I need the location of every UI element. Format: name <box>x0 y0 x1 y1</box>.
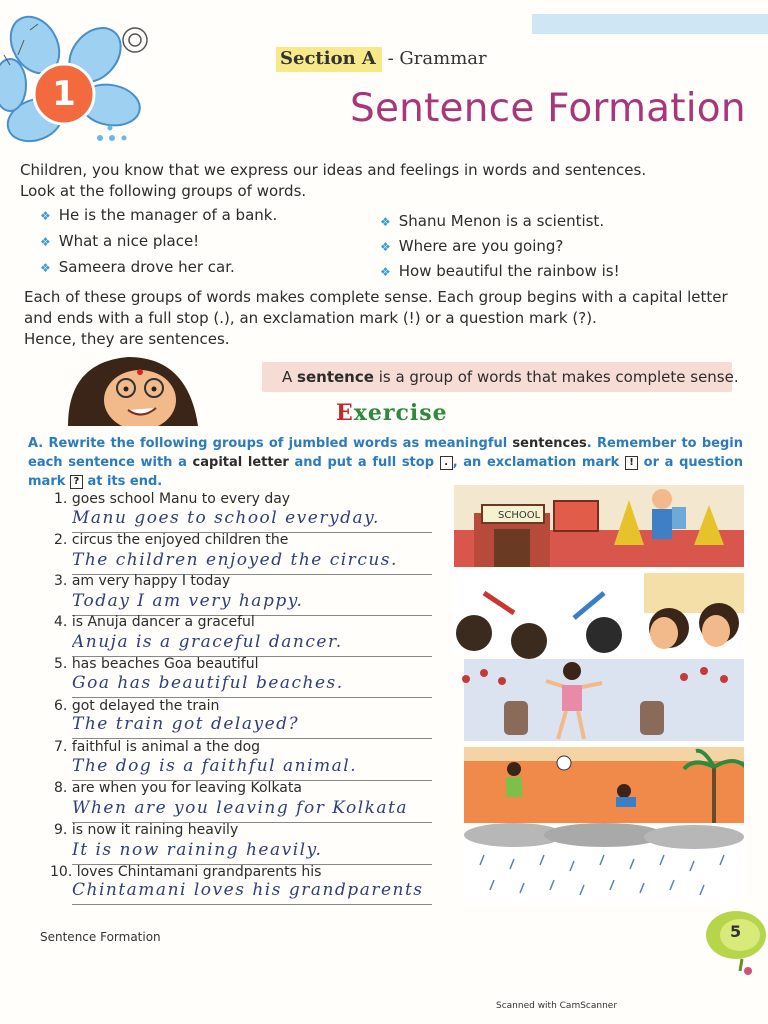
answer-line-4[interactable]: Anuja is a graceful dancer. <box>72 632 432 657</box>
answer-line-10[interactable]: Chintamani loves his grandparents <box>72 880 432 905</box>
answer-line-8[interactable]: When are you leaving for Kolkata <box>72 798 432 823</box>
beach-scene <box>464 747 744 823</box>
circus-scene <box>454 573 744 659</box>
section-suffix: - Grammar <box>387 48 487 69</box>
school-sign-text: SCHOOL <box>498 510 541 521</box>
question-box: ? <box>70 475 83 489</box>
jumbled-item-1: 1. goes school Manu to every day <box>54 491 291 507</box>
bullet-icon: ❖ <box>40 235 51 249</box>
page-number: 5 <box>730 922 742 941</box>
intro-line-2: Look at the following groups of words. <box>20 182 307 200</box>
example-right-1: ❖ Shanu Menon is a scientist. <box>380 212 605 230</box>
bullet-icon: ❖ <box>380 265 391 279</box>
example-left-3: ❖ Sameera drove her car. <box>40 258 235 276</box>
answer-line-5[interactable]: Goa has beautiful beaches. <box>72 673 432 698</box>
explanation-line-1: Each of these groups of words makes complete sense. Each group begins with a capital letter <box>24 288 728 306</box>
example-left-2: ❖ What a nice place! <box>40 232 200 250</box>
answer-line-1[interactable]: Manu goes to school everyday. <box>72 508 432 533</box>
answer-line-2[interactable]: The children enjoyed the circus. <box>72 550 432 575</box>
page-title: Sentence Formation <box>350 86 746 131</box>
section-label: Section A <box>276 47 382 72</box>
chapter-number: 1 <box>52 74 76 114</box>
girl-illustration <box>58 352 208 426</box>
jumbled-item-8: 8. are when you for leaving Kolkata <box>54 780 302 796</box>
example-left-1: ❖ He is the manager of a bank. <box>40 206 278 224</box>
definition-text: A sentence is a group of words that makes complete sense. <box>282 368 739 386</box>
answer-line-6[interactable]: The train got delayed? <box>72 714 432 739</box>
intro-line-1: Children, you know that we express our ideas and feelings in words and sentences. <box>20 161 647 179</box>
school-scene <box>454 485 744 567</box>
exclamation-box: ! <box>625 456 638 470</box>
jumbled-item-7: 7. faithful is animal a the dog <box>54 739 261 755</box>
dancer-scene <box>462 659 744 741</box>
example-right-2: ❖ Where are you going? <box>380 237 564 255</box>
jumbled-item-10: 10. loves Chintamani grandparents his <box>50 864 322 880</box>
example-right-3: ❖ How beautiful the rainbow is! <box>380 262 620 280</box>
bullet-icon: ❖ <box>380 240 391 254</box>
flower-chapter-icon <box>0 10 160 150</box>
jumbled-item-6: 6. got delayed the train <box>54 698 220 714</box>
exercise-heading: Exercise <box>336 400 448 426</box>
answer-line-7[interactable]: The dog is a faithful animal. <box>72 756 432 781</box>
rain-scene <box>464 823 744 905</box>
explanation-line-3: Hence, they are sentences. <box>24 330 230 348</box>
scanner-watermark: Scanned with CamScanner <box>496 1001 618 1011</box>
bullet-icon: ❖ <box>40 209 51 223</box>
answer-line-3[interactable]: Today I am very happy. <box>72 591 432 616</box>
jumbled-item-3: 3. am very happy I today <box>54 573 231 589</box>
exercise-illustrations <box>454 485 744 905</box>
definition-term: sentence <box>297 368 374 386</box>
footer-chapter-name: Sentence Formation <box>40 930 161 944</box>
top-color-band <box>532 14 768 34</box>
bullet-icon: ❖ <box>380 215 391 229</box>
jumbled-item-4: 4. is Anuja dancer a graceful <box>54 614 255 630</box>
answer-line-9[interactable]: It is now raining heavily. <box>72 840 432 865</box>
jumbled-item-5: 5. has beaches Goa beautiful <box>54 656 259 672</box>
full-stop-box: . <box>440 456 453 470</box>
section-heading <box>276 48 487 69</box>
jumbled-item-2: 2. circus the enjoyed children the <box>54 532 289 548</box>
jumbled-item-9: 9. is now it raining heavily <box>54 822 239 838</box>
bullet-icon: ❖ <box>40 261 51 275</box>
explanation-line-2: and ends with a full stop (.), an exclamation mark (!) or a question mark (?). <box>24 309 597 327</box>
exercise-instructions: A. Rewrite the following groups of jumbled words as meaningful sentences. Remember to begin each sentence with a capital letter and put a full stop . , an exclamation mark ! or a question mark ? at its end. <box>28 436 744 489</box>
